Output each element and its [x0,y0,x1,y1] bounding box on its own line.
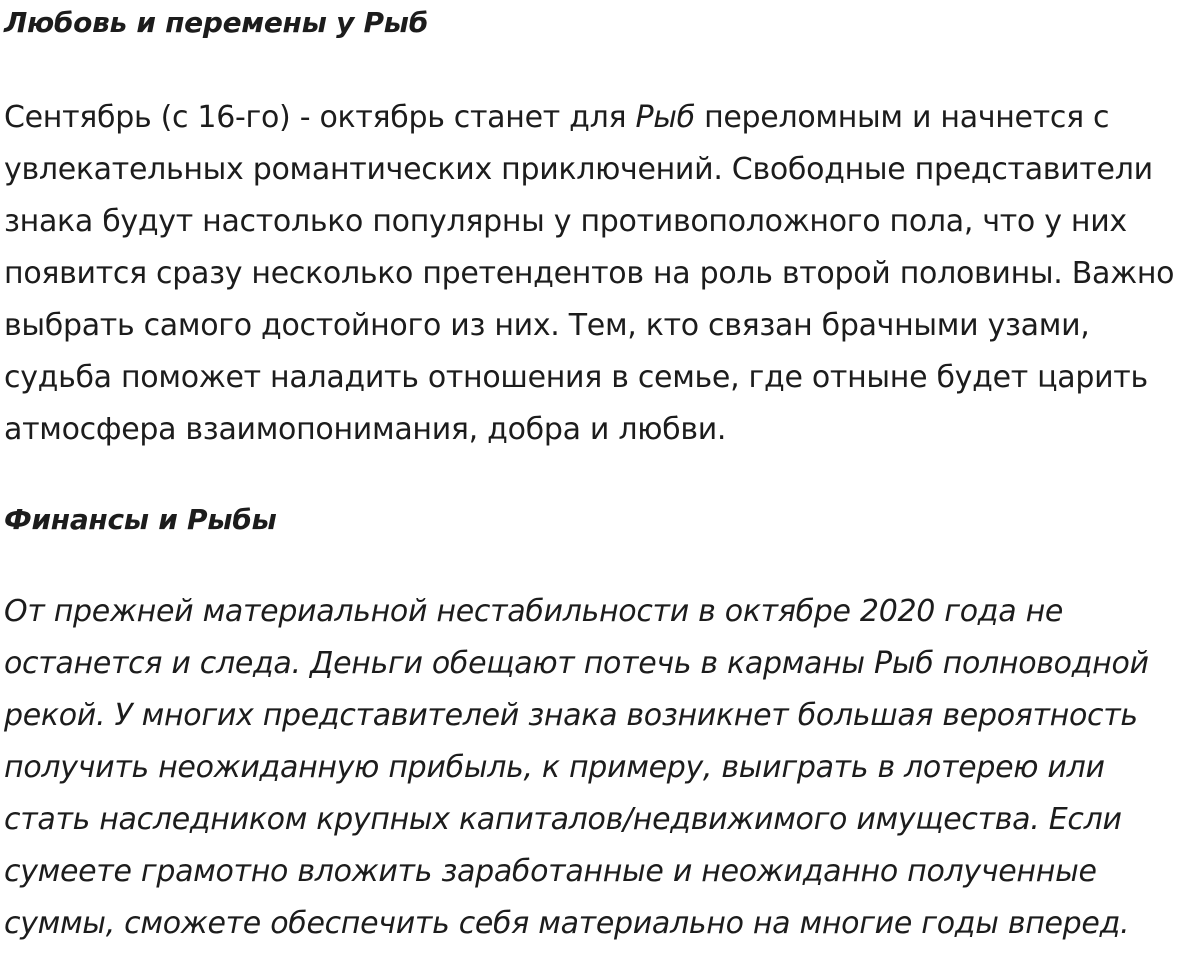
paragraph-line: знака будут настолько популярны у противоположного пола, что у них [4,204,1127,239]
paragraph-line: выбрать самого достойного из них. Тем, кто связан брачными узами, [4,308,1090,343]
paragraph-line [4,92,1174,144]
text-run: Сентябрь (с 16-го) - октябрь станет для [4,100,636,135]
paragraph-line: суммы, сможете обеспечить себя материально на многие годы вперед. [4,906,1130,941]
paragraph-line: атмосфера взаимопонимания, добра и любви. [4,412,727,447]
paragraph-line: рекой. У многих представителей знака возникнет большая вероятность [4,698,1138,733]
paragraph-line: сумеете грамотно вложить заработанные и неожиданно полученные [4,854,1097,889]
emphasis-text: Рыб [635,100,695,135]
section-heading-love: Любовь и перемены у Рыб [4,6,428,39]
paragraph-love [4,92,1174,456]
paragraph-line: появится сразу несколько претендентов на роль второй половины. Важно [4,256,1175,291]
text-run: переломным и начнется с [694,100,1110,135]
paragraph-line: судьба поможет наладить отношения в семье, где отныне будет царить [4,360,1148,395]
paragraph-line: получить неожиданную прибыль, к примеру, выиграть в лотерею или [4,750,1105,785]
paragraph-finance [4,586,1149,950]
paragraph-line: От прежней материальной нестабильности в октябре 2020 года не [4,594,1064,629]
paragraph-line: увлекательных романтических приключений. Свободные представители [4,152,1153,187]
section-heading-finance: Финансы и Рыбы [4,503,277,536]
paragraph-line: стать наследником крупных капиталов/недвижимого имущества. Если [4,802,1122,837]
paragraph-line: останется и следа. Деньги обещают потечь в карманы Рыб полноводной [4,646,1149,681]
